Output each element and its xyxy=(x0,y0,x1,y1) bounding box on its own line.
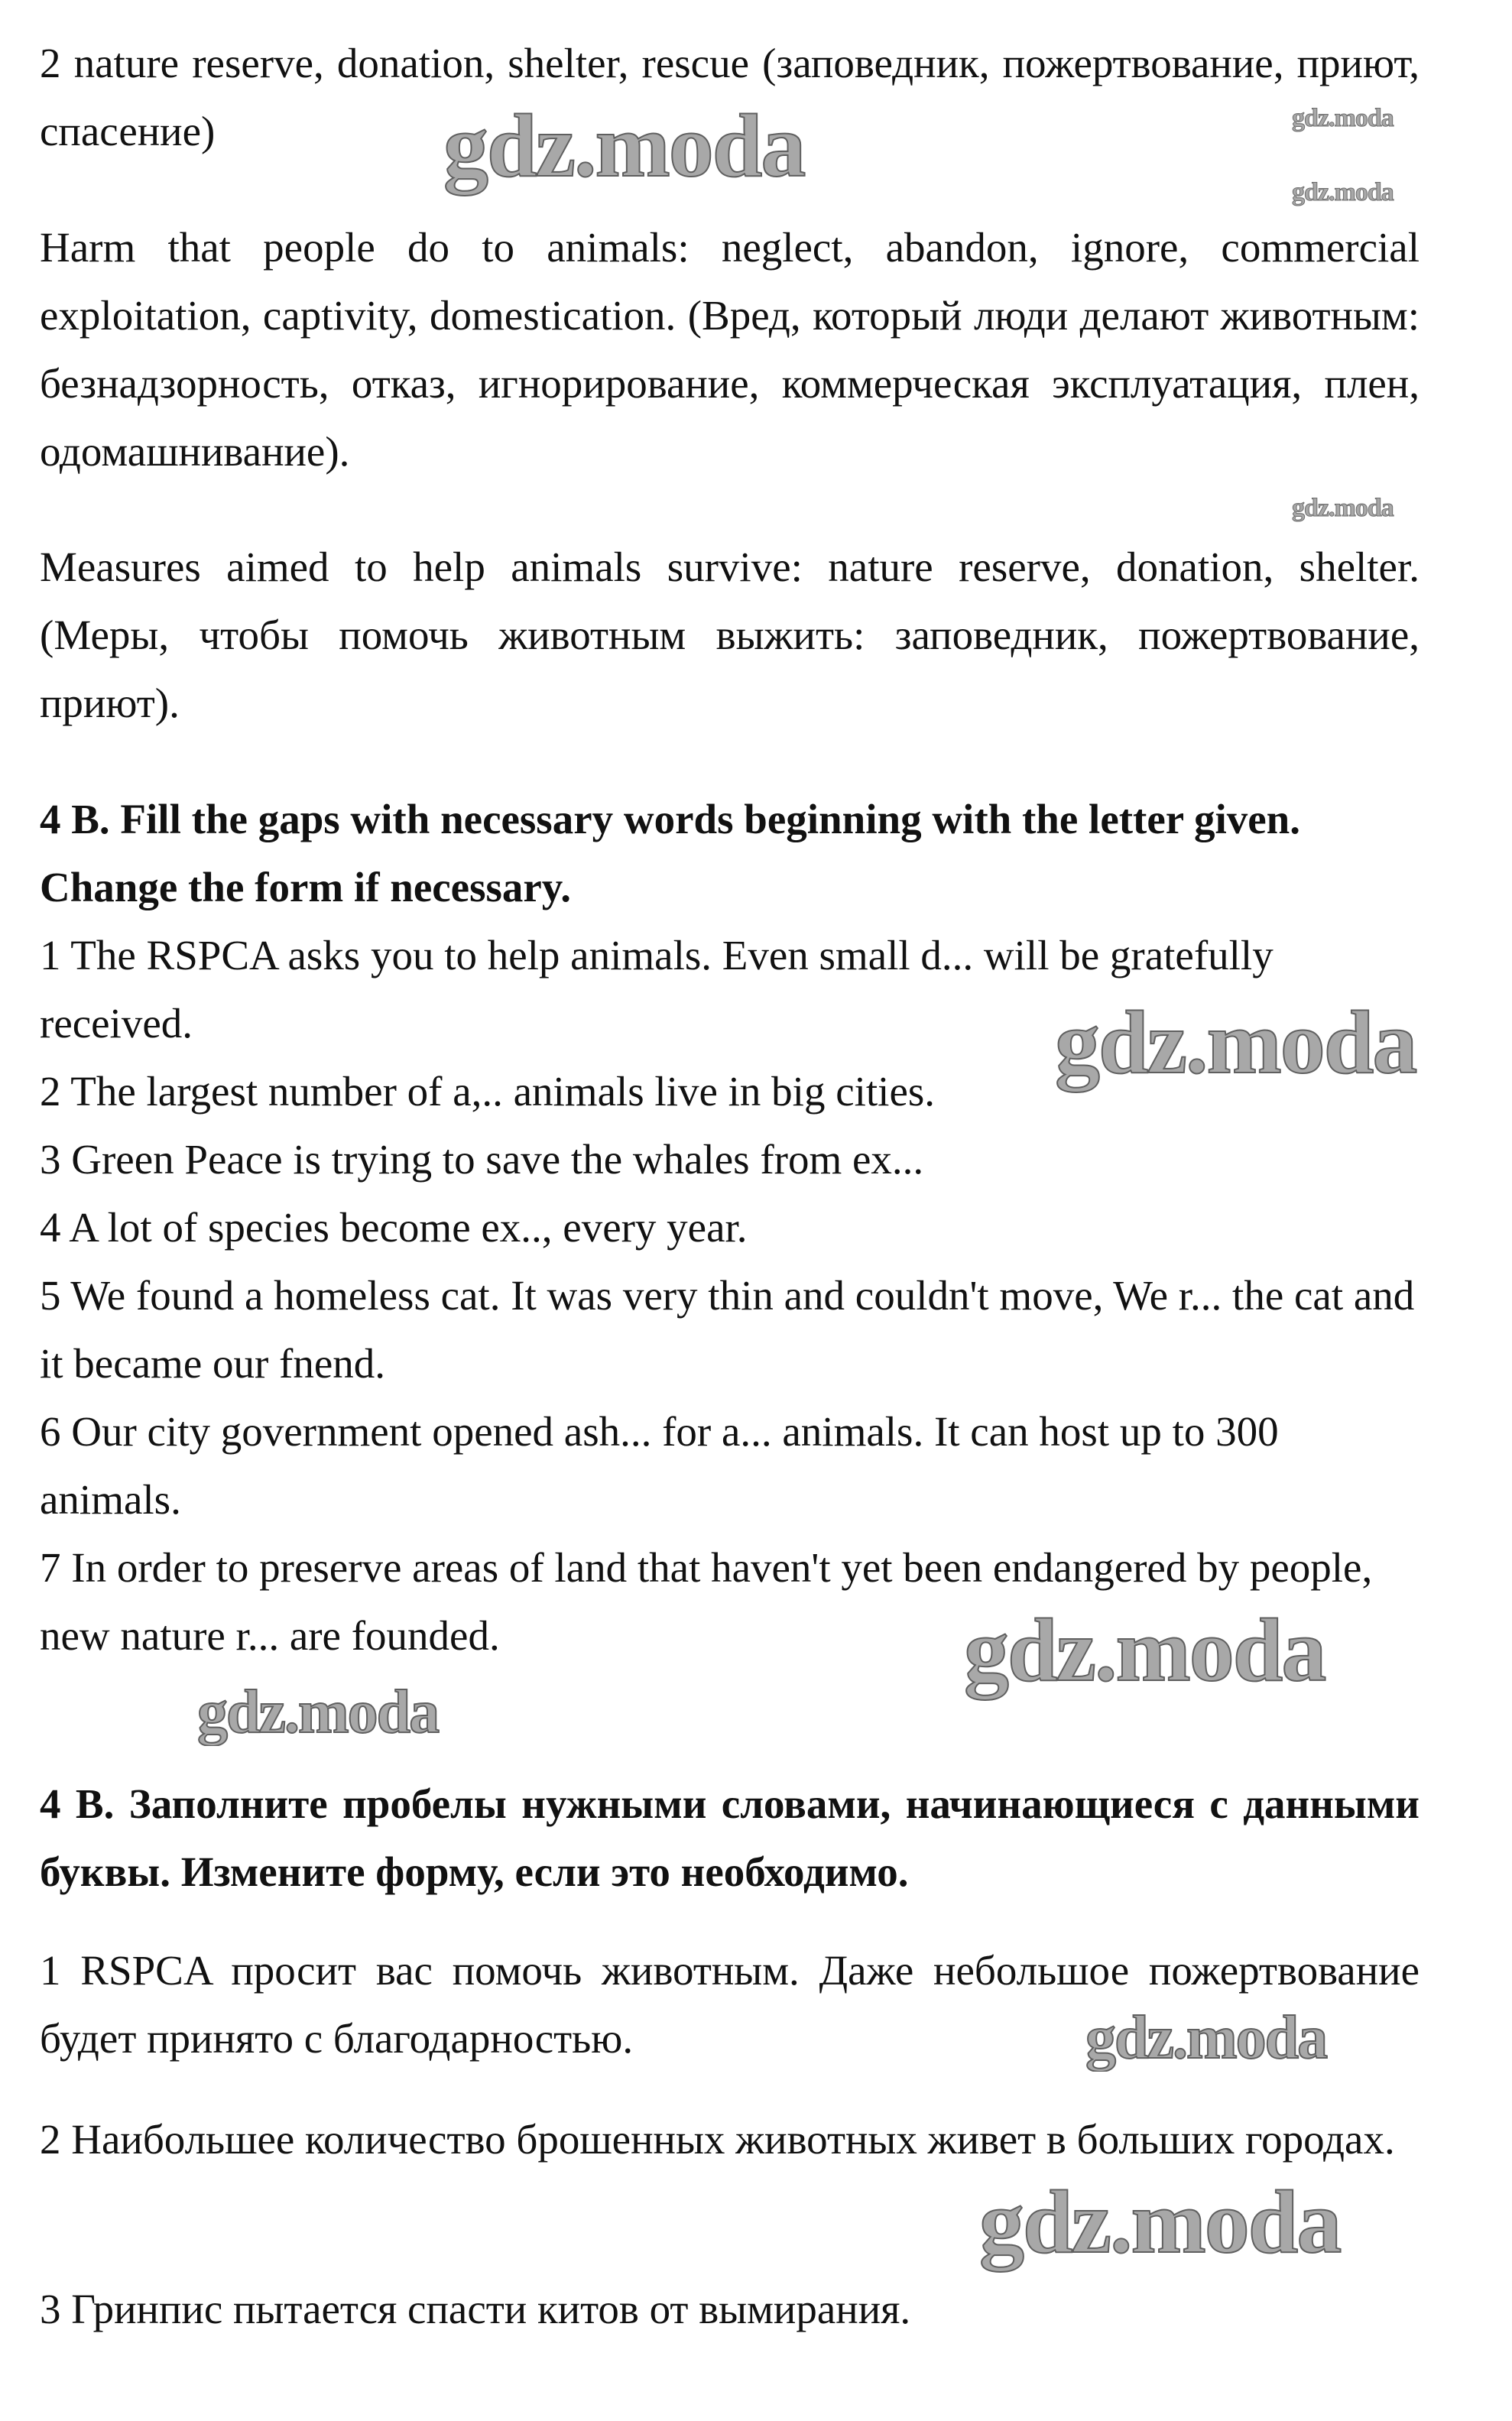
watermark: gdz.moda xyxy=(964,1600,1325,1700)
harm-paragraph: Harm that people do to animals: neglect, abandon, ignore, commercial exploitation, captivity, domestication. (Вред, который люди делают животным: безнадзорность, отказ, игнорирование, коммерческая эксплуатация, плен, одомашнивание). xyxy=(40,224,1420,475)
exercise-ru-item: 3 Гринпис пытается спасти китов от вымирания. xyxy=(40,2286,911,2332)
watermark: gdz.moda xyxy=(1292,178,1394,206)
answer-item-2: 2 nature reserve, donation, shelter, rescue (заповедник, пожертвование, приют, спасение) xyxy=(40,40,1420,154)
exercise-item: 3 Green Peace is trying to save the whales from ex... xyxy=(40,1136,924,1183)
exercise-en xyxy=(40,785,1420,1670)
measures-paragraph: Measures aimed to help animals survive: nature reserve, donation, shelter. (Меры, чтобы помочь животным выжить: заповедник, пожертвование, приют). xyxy=(40,544,1420,726)
exercise-item: 1 The RSPCA asks you to help animals. Even small d... will be gratefully received. xyxy=(40,932,1274,1047)
exercise-ru-heading: 4 B. Заполните пробелы нужными словами, начинающиеся с данными буквы. Измените форму, если это необходимо. xyxy=(40,1780,1420,1895)
exercise-item: 4 A lot of species become ex.., every year. xyxy=(40,1204,748,1251)
watermark: gdz.moda xyxy=(1085,2004,1327,2072)
watermark: gdz.moda xyxy=(1292,104,1394,132)
exercise-item: 5 We found a homeless cat. It was very thin and couldn't move, We r... the cat and it became our fnend. xyxy=(40,1272,1415,1387)
watermark: gdz.moda xyxy=(979,2172,1341,2272)
exercise-item: 7 In order to preserve areas of land that haven't yet been endangered by people, new nature r... are founded. xyxy=(40,1544,1373,1659)
exercise-en-heading: 4 B. Fill the gaps with necessary words beginning with the letter given. Change the form if necessary. xyxy=(40,796,1300,910)
exercise-ru-item: 2 Наибольшее количество брошенных животных живет в больших городах. xyxy=(40,2116,1395,2163)
watermark: gdz.moda xyxy=(443,96,805,196)
exercise-item: 6 Our city government opened ash... for a... animals. It can host up to 300 animals. xyxy=(40,1408,1279,1523)
exercise-item: 2 The largest number of a,.. animals live in big cities. xyxy=(40,1068,936,1115)
watermark: gdz.moda xyxy=(1055,992,1416,1092)
exercise-ru-item: 1 RSPCA просит вас помочь животным. Даже небольшое пожертвование будет принято с благодарностью. xyxy=(40,1947,1420,2062)
watermark: gdz.moda xyxy=(1292,494,1394,522)
watermark: gdz.moda xyxy=(197,1679,439,1746)
